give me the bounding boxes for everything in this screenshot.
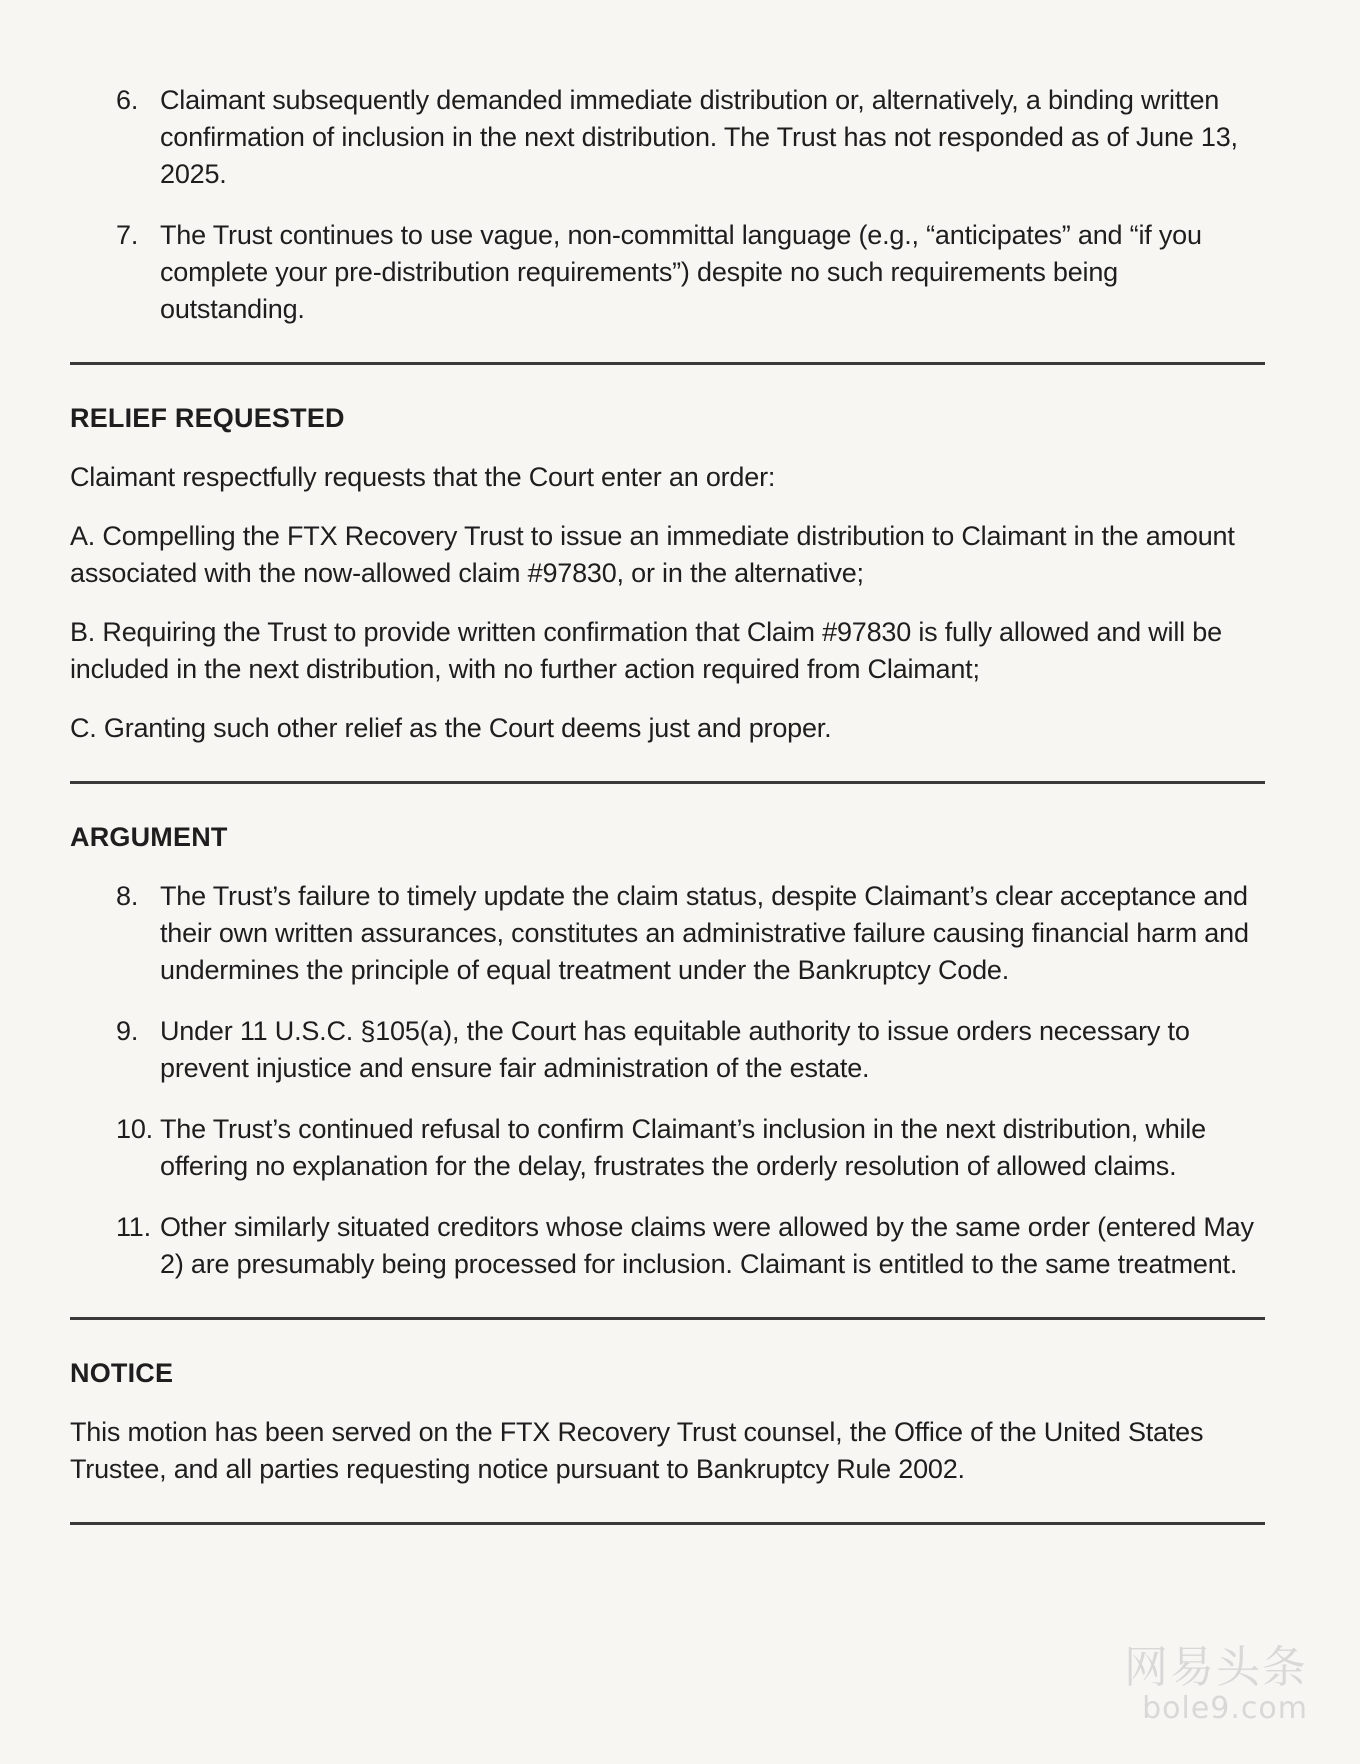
numbered-paragraph-11: [116, 1209, 1265, 1283]
numbered-paragraph-7: [116, 217, 1265, 328]
relief-item-a: A. Compelling the FTX Recovery Trust to issue an immediate distribution to Claimant in the amount associated with the now-allowed claim #97830, or in the alternative;: [70, 521, 1235, 588]
paragraph-number: 11.: [116, 1212, 151, 1242]
paragraph-text: The Trust’s failure to timely update the claim status, despite Claimant’s clear acceptance and their own written assurances, constitutes an administrative failure causing financial harm and undermines the principle of equal treatment under the Bankruptcy Code.: [160, 881, 1249, 985]
watermark-site: bole9.com: [1142, 1691, 1308, 1726]
relief-item-b: B. Requiring the Trust to provide written confirmation that Claim #97830 is fully allowed and will be included in the next distribution, with no further action required from Claimant;: [70, 617, 1222, 684]
watermark-logo: [1124, 1642, 1308, 1726]
paragraph-number: 9.: [116, 1016, 139, 1046]
relief-intro: Claimant respectfully requests that the Court enter an order:: [70, 462, 776, 492]
paragraph-number: 6.: [116, 85, 139, 115]
section-heading-notice: NOTICE: [70, 1358, 174, 1388]
section-divider: [70, 781, 1265, 784]
paragraph-text: The Trust’s continued refusal to confirm Claimant’s inclusion in the next distribution, while offering no explanation for the delay, frustrates the orderly resolution of allowed claims.: [160, 1114, 1206, 1181]
paragraph-text: The Trust continues to use vague, non-committal language (e.g., “anticipates” and “if you complete your pre-distribution requirements”) despite no such requirements being outstanding.: [160, 220, 1202, 324]
paragraph-number: 7.: [116, 220, 139, 250]
section-divider: [70, 1522, 1265, 1525]
paragraph-text: Claimant subsequently demanded immediate distribution or, alternatively, a binding written confirmation of inclusion in the next distribution. The Trust has not responded as of June 13, 2025.: [160, 85, 1238, 189]
paragraph-number: 8.: [116, 881, 139, 911]
paragraph-number: 10.: [116, 1114, 153, 1144]
watermark-text: 网易头条: [1124, 1642, 1308, 1693]
relief-item-c: C. Granting such other relief as the Court deems just and proper.: [70, 713, 832, 743]
numbered-paragraph-8: [116, 878, 1265, 989]
section-heading-argument: ARGUMENT: [70, 822, 228, 852]
notice-text: This motion has been served on the FTX Recovery Trust counsel, the Office of the United States Trustee, and all parties requesting notice pursuant to Bankruptcy Rule 2002.: [70, 1417, 1204, 1484]
section-heading-relief: RELIEF REQUESTED: [70, 403, 345, 433]
numbered-paragraph-6: [116, 82, 1265, 193]
paragraph-text: Other similarly situated creditors whose claims were allowed by the same order (entered May 2) are presumably being processed for inclusion. Claimant is entitled to the same treatment.: [160, 1212, 1254, 1279]
section-divider: [70, 1317, 1265, 1320]
numbered-paragraph-10: [116, 1111, 1265, 1185]
numbered-paragraph-9: [116, 1013, 1265, 1087]
section-divider: [70, 362, 1265, 365]
paragraph-text: Under 11 U.S.C. §105(a), the Court has equitable authority to issue orders necessary to prevent injustice and ensure fair administration of the estate.: [160, 1016, 1190, 1083]
